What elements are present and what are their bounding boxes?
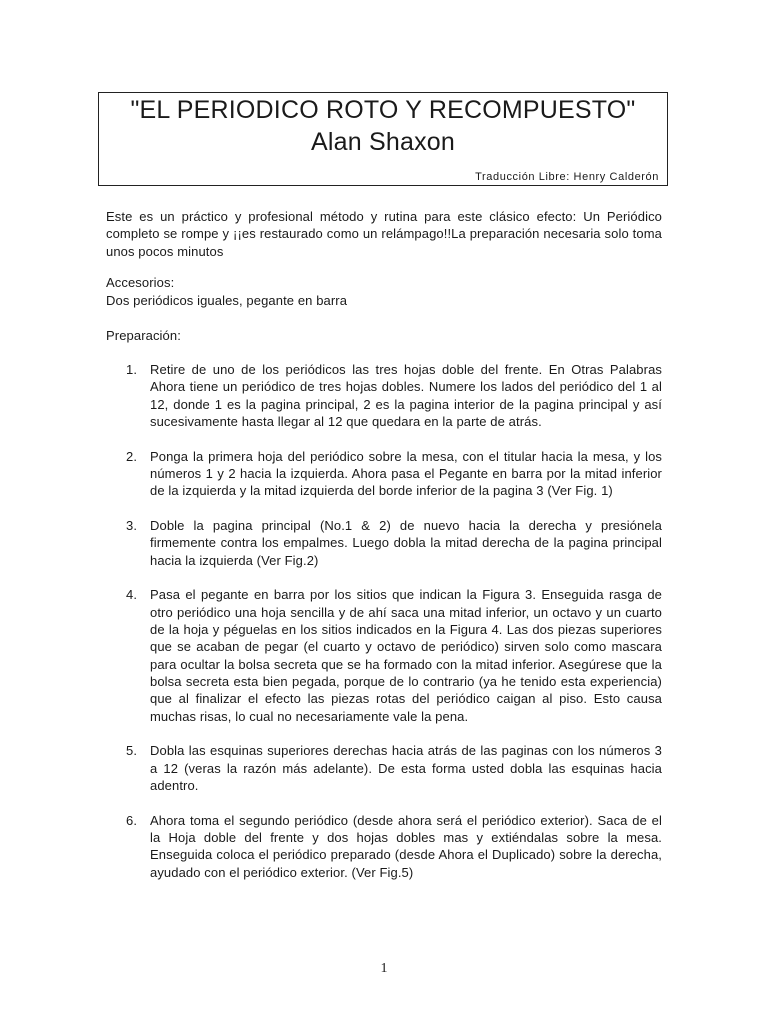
step-text: Dobla las esquinas superiores derechas hacia atrás de las paginas con los números 3 a 12 (veras la razón más adelante). De esta forma usted dobla las esquinas hacia adentro. xyxy=(150,743,662,793)
step-text: Ponga la primera hoja del periódico sobre la mesa, con el titular hacia la mesa, y los números 1 y 2 hacia la izquierda. Ahora pasa el Pegante en barra por la mitad inferior de la izquierda y la mitad izquierda del borde inferior de la pagina 3 (Ver Fig. 1) xyxy=(150,448,662,499)
document-author: Alan Shaxon xyxy=(311,128,455,156)
translation-credit: Traducción Libre: Henry Calderón xyxy=(475,171,659,183)
step-item xyxy=(126,742,662,794)
step-text: Ahora toma el segundo periódico (desde ahora será el periódico exterior). Saca de el la Hoja doble del frente y dos hojas dobles mas y extiéndalas sobre la mesa. Enseguida coloca el periódico preparado (desde Ahora el Duplicado) sobre la derecha, ayudado con el periódico exterior. (Ver Fig.5) xyxy=(150,812,662,880)
accessories-list: Dos periódicos iguales, pegante en barra xyxy=(106,293,348,308)
step-text: Pasa el pegante en barra por los sitios que indican la Figura 3. Enseguida rasga de otro periódico una hoja sencilla y de ahí saca una mitad inferior, un octavo y un cuarto de la hoja y péguelas en los sitios indicados en la Figura 4. Las dos piezas superiores que se acaban de pegar (el cuarto y octavo de periódico) sirven solo como mascara para ocultar la bolsa secreta que se ha formado con la mitad inferior. Asegúrese que la bolsa secreta esta bien pegada, porque de lo contrario (ya he tenido esta experiencia) que al finalizar el efecto las piezas rotas del periódico caigan al piso. Esto causa muchas risas, lo cual no necesariamente vale la pena. xyxy=(150,587,662,724)
preparation-steps xyxy=(126,361,662,898)
step-item xyxy=(126,812,662,881)
step-item xyxy=(126,517,662,569)
accessories-heading: Accesorios: xyxy=(106,275,175,290)
step-number: 3. xyxy=(126,518,138,534)
step-number: 5. xyxy=(126,743,138,759)
title-box xyxy=(98,92,668,186)
step-number: 2. xyxy=(126,448,138,464)
step-number: 6. xyxy=(126,812,138,828)
page-number: 1 xyxy=(380,961,388,976)
step-number: 1. xyxy=(126,362,138,377)
step-item xyxy=(126,448,662,500)
step-item xyxy=(126,586,662,724)
step-item xyxy=(126,361,662,430)
intro-paragraph: Este es un práctico y profesional método y rutina para este clásico efecto: Un Periódico completo se rompe y ¡¡es restaurado como un relámpago!!La preparación necesaria solo toma unos pocos minutos xyxy=(106,209,662,259)
step-number: 4. xyxy=(126,587,138,603)
step-text: Retire de uno de los periódicos las tres hojas doble del frente. En Otras Palabras Ahora tiene un periódico de tres hojas dobles. Numere los lados del periódico del 1 al 12, donde 1 es la pagina principal, 2 es la pagina interior de la pagina principal y así sucesivamente hasta llegar al 12 que quedara en la parte de atrás. xyxy=(150,362,662,429)
step-text: Doble la pagina principal (No.1 & 2) de nuevo hacia la derecha y presiónela firmemente contra los empalmes. Luego dobla la mitad derecha de la pagina principal hacia la izquierda (Ver Fig.2) xyxy=(150,518,662,568)
preparation-heading: Preparación: xyxy=(106,328,181,343)
document-title: "EL PERIODICO ROTO Y RECOMPUESTO" xyxy=(130,96,636,124)
